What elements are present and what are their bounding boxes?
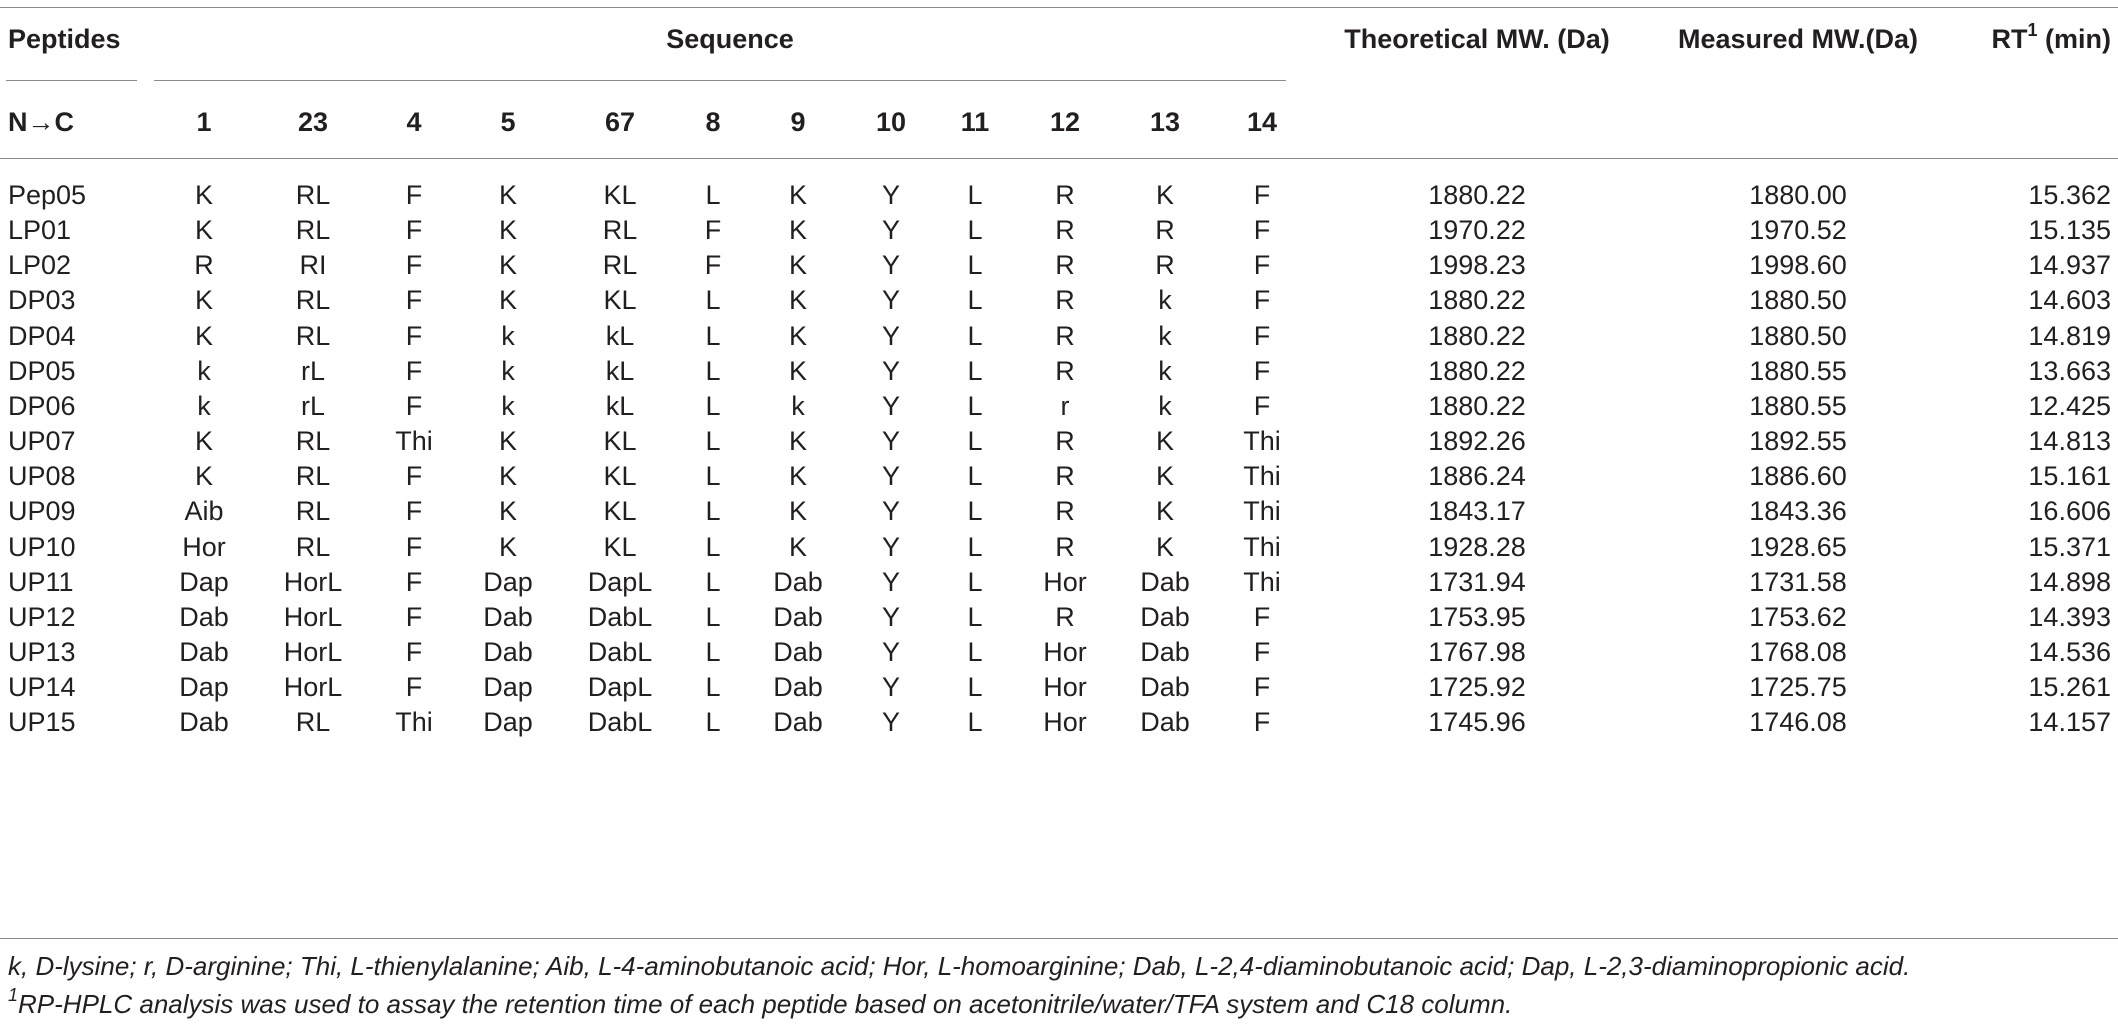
sequence-residue-cell: KL (603, 180, 637, 210)
sequence-residue-cell: F (405, 215, 423, 245)
sequence-residue-cell: RL (295, 285, 331, 315)
theoretical-mw-cell: 1767.98 (1428, 637, 1526, 667)
rt-cell: 13.663 (2028, 356, 2111, 386)
header-rt-footnote-mark: 1 (2027, 20, 2038, 40)
sequence-residue-cell: L (967, 180, 983, 210)
rt-cell: 15.135 (2028, 215, 2111, 245)
sequence-residue-cell: Dab (179, 637, 229, 667)
sequence-residue-cell: Y (881, 285, 901, 315)
theoretical-mw-cell: 1880.22 (1428, 180, 1526, 210)
sequence-residue-cell: F (704, 250, 722, 280)
peptide-name-cell: UP12 (8, 602, 76, 632)
sequence-residue-cell: RL (295, 532, 331, 562)
sequence-residue-cell: R (1055, 496, 1075, 526)
sequence-residue-cell: L (705, 637, 721, 667)
sequence-residue-cell: L (967, 321, 983, 351)
sequence-residue-cell: K (788, 356, 808, 386)
sequence-residue-cell: Thi (1243, 426, 1281, 456)
sequence-residue-cell: F (405, 180, 423, 210)
sequence-residue-cell: K (498, 532, 518, 562)
peptide-name-cell: DP03 (8, 285, 76, 315)
sequence-residue-cell: L (705, 180, 721, 210)
sequence-residue-cell: R (1055, 532, 1075, 562)
sequence-residue-cell: DabL (587, 707, 653, 737)
sequence-residue-cell: K (498, 250, 518, 280)
sequence-residue-cell: Hor (1043, 567, 1087, 597)
theoretical-mw-cell: 1880.22 (1428, 285, 1526, 315)
sequence-residue-cell: L (705, 707, 721, 737)
footnote-abbreviations: k, D-lysine; r, D-arginine; Thi, L-thienylalanine; Aib, L-4-aminobutanoic acid; Hor, L-homoarginine; Dab, L-2,4-diaminobutanoic acid; Dap, L-2,3-diaminopropionic acid. (8, 951, 1911, 981)
sequence-residue-cell: L (705, 426, 721, 456)
sequence-residue-cell: K (194, 180, 214, 210)
measured-mw-cell: 1753.62 (1749, 602, 1847, 632)
sequence-residue-cell: kL (605, 356, 635, 386)
sequence-residue-cell: Y (881, 602, 901, 632)
sequence-residue-cell: F (1253, 637, 1271, 667)
header-position: 12 (1049, 107, 1081, 137)
measured-mw-cell: 1880.00 (1749, 180, 1847, 210)
measured-mw-cell: 1880.50 (1749, 321, 1847, 351)
sequence-residue-cell: L (705, 356, 721, 386)
sequence-residue-cell: L (967, 672, 983, 702)
sequence-residue-cell: K (788, 532, 808, 562)
sequence-residue-cell: DapL (587, 567, 653, 597)
sequence-residue-cell: L (967, 532, 983, 562)
sequence-residue-cell: L (705, 321, 721, 351)
sequence-residue-cell: R (1055, 461, 1075, 491)
measured-mw-cell: 1886.60 (1749, 461, 1847, 491)
sequence-residue-cell: K (788, 215, 808, 245)
sequence-residue-cell: K (1155, 496, 1175, 526)
sequence-residue-cell: F (405, 356, 423, 386)
sequence-residue-cell: L (705, 567, 721, 597)
sequence-residue-cell: Dab (1140, 567, 1190, 597)
header-position: 11 (960, 107, 990, 137)
peptide-name-cell: DP04 (8, 321, 76, 351)
sequence-residue-cell: F (405, 532, 423, 562)
measured-mw-cell: 1843.36 (1749, 496, 1847, 526)
sequence-residue-cell: K (1155, 426, 1175, 456)
sequence-residue-cell: Y (881, 426, 901, 456)
theoretical-mw-cell: 1892.26 (1428, 426, 1526, 456)
sequence-residue-cell: Dab (773, 672, 823, 702)
sequence-residue-cell: R (1055, 426, 1075, 456)
peptide-name-cell: UP15 (8, 707, 76, 737)
sequence-residue-cell: F (405, 391, 423, 421)
sequence-residue-cell: k (501, 391, 515, 421)
peptide-name-cell: Pep05 (8, 180, 87, 210)
sequence-residue-cell: F (1253, 180, 1271, 210)
rt-cell: 15.161 (2028, 461, 2111, 491)
sequence-residue-cell: F (1253, 215, 1271, 245)
header-position: 14 (1246, 107, 1278, 137)
header-position: 5 (500, 107, 516, 137)
sequence-residue-cell: K (788, 426, 808, 456)
rt-cell: 14.157 (2028, 707, 2111, 737)
sequence-residue-cell: F (1253, 391, 1271, 421)
rt-cell: 14.898 (2028, 567, 2111, 597)
sequence-residue-cell: L (967, 356, 983, 386)
sequence-residue-cell: R (1055, 285, 1075, 315)
measured-mw-cell: 1731.58 (1749, 567, 1847, 597)
sequence-residue-cell: L (705, 391, 721, 421)
sequence-residue-cell: kL (605, 321, 635, 351)
sequence-residue-cell: L (705, 672, 721, 702)
sequence-residue-cell: R (1155, 215, 1175, 245)
sequence-residue-cell: Y (881, 567, 901, 597)
sequence-residue-cell: RL (295, 321, 331, 351)
sequence-residue-cell: F (1253, 356, 1271, 386)
sequence-residue-cell: Dap (179, 567, 229, 597)
rt-cell: 15.362 (2028, 180, 2111, 210)
header-position: 10 (875, 107, 907, 137)
sequence-residue-cell: Dap (483, 707, 533, 737)
measured-mw-cell: 1970.52 (1749, 215, 1847, 245)
header-peptides: Peptides (8, 24, 121, 54)
footnote-rt (8, 985, 1513, 1020)
sequence-residue-cell: F (405, 602, 423, 632)
sequence-residue-cell: kL (605, 391, 635, 421)
sequence-residue-cell: k (1158, 356, 1172, 386)
sequence-residue-cell: HorL (283, 602, 343, 632)
sequence-residue-cell: L (967, 496, 983, 526)
sequence-residue-cell: Y (881, 391, 901, 421)
sequence-residue-cell: k (1158, 391, 1172, 421)
peptide-name-cell: UP14 (8, 672, 76, 702)
sequence-residue-cell: K (1155, 532, 1175, 562)
sequence-residue-cell: Dab (483, 637, 533, 667)
sequence-residue-cell: F (405, 496, 423, 526)
measured-mw-cell: 1998.60 (1749, 250, 1847, 280)
sequence-residue-cell: K (788, 496, 808, 526)
sequence-residue-cell: rL (300, 391, 326, 421)
sequence-residue-cell: K (194, 215, 214, 245)
footnote-rt-mark: 1 (8, 985, 19, 1005)
sequence-residue-cell: Thi (1243, 496, 1281, 526)
sequence-residue-cell: L (967, 637, 983, 667)
theoretical-mw-cell: 1753.95 (1428, 602, 1526, 632)
theoretical-mw-cell: 1731.94 (1428, 567, 1526, 597)
header-position: 67 (604, 107, 636, 137)
sequence-residue-cell: K (498, 461, 518, 491)
header-position: 1 (196, 107, 212, 137)
sequence-residue-cell: K (788, 321, 808, 351)
sequence-residue-cell: RL (295, 215, 331, 245)
sequence-residue-cell: Dab (773, 707, 823, 737)
sequence-residue-cell: L (705, 532, 721, 562)
sequence-residue-cell: L (705, 602, 721, 632)
sequence-residue-cell: F (1253, 672, 1271, 702)
sequence-residue-cell: k (501, 356, 515, 386)
header-position: 4 (406, 107, 422, 137)
sequence-residue-cell: k (197, 391, 211, 421)
measured-mw-cell: 1746.08 (1749, 707, 1847, 737)
peptide-name-cell: DP05 (8, 356, 76, 386)
sequence-residue-cell: DabL (587, 602, 653, 632)
sequence-residue-cell: k (197, 356, 211, 386)
rt-cell: 14.937 (2028, 250, 2111, 280)
header-position: 9 (790, 107, 806, 137)
sequence-residue-cell: Y (881, 672, 901, 702)
measured-mw-cell: 1880.50 (1749, 285, 1847, 315)
header-sequence: Sequence (666, 24, 794, 54)
sequence-residue-cell: Thi (1243, 532, 1281, 562)
sequence-residue-cell: Y (881, 461, 901, 491)
sequence-residue-cell: Y (881, 180, 901, 210)
sequence-residue-cell: HorL (283, 637, 343, 667)
sequence-residue-cell: Dab (179, 707, 229, 737)
theoretical-mw-cell: 1725.92 (1428, 672, 1526, 702)
sequence-residue-cell: K (194, 321, 214, 351)
rt-cell: 12.425 (2028, 391, 2111, 421)
sequence-residue-cell: K (498, 215, 518, 245)
sequence-residue-cell: Thi (395, 426, 433, 456)
sequence-residue-cell: K (788, 180, 808, 210)
sequence-residue-cell: R (1055, 215, 1075, 245)
footnote-rt-text: RP-HPLC analysis was used to assay the retention time of each peptide based on acetonitrile/water/TFA system and C18 column. (18, 989, 1513, 1019)
theoretical-mw-cell: 1880.22 (1428, 391, 1526, 421)
sequence-residue-cell: R (1055, 180, 1075, 210)
sequence-residue-cell: Dab (773, 637, 823, 667)
peptide-name-cell: UP10 (8, 532, 76, 562)
sequence-residue-cell: K (498, 496, 518, 526)
measured-mw-cell: 1892.55 (1749, 426, 1847, 456)
header-measured-mw: Measured MW.(Da) (1677, 24, 1919, 54)
sequence-residue-cell: Hor (1043, 672, 1087, 702)
sequence-residue-cell: HorL (283, 672, 343, 702)
sequence-residue-cell: R (1055, 250, 1075, 280)
sequence-residue-cell: F (704, 215, 722, 245)
sequence-residue-cell: Y (881, 496, 901, 526)
theoretical-mw-cell: 1928.28 (1428, 532, 1526, 562)
header-position: 8 (705, 107, 721, 137)
sequence-residue-cell: DabL (587, 637, 653, 667)
sequence-residue-cell: K (194, 461, 214, 491)
peptide-name-cell: UP13 (8, 637, 76, 667)
header-rt-label: RT (1991, 24, 2028, 54)
sequence-residue-cell: KL (603, 496, 637, 526)
sequence-residue-cell: L (967, 461, 983, 491)
sequence-residue-cell: k (1158, 285, 1172, 315)
sequence-residue-cell: K (498, 180, 518, 210)
sequence-residue-cell: k (791, 391, 805, 421)
sequence-residue-cell: L (967, 707, 983, 737)
sequence-residue-cell: L (967, 426, 983, 456)
sequence-residue-cell: F (405, 285, 423, 315)
sequence-residue-cell: KL (603, 532, 637, 562)
sequence-residue-cell: Y (881, 321, 901, 351)
sequence-residue-cell: KL (603, 285, 637, 315)
theoretical-mw-cell: 1886.24 (1428, 461, 1526, 491)
sequence-residue-cell: K (498, 426, 518, 456)
sequence-residue-cell: RL (602, 250, 638, 280)
sequence-residue-cell: F (405, 672, 423, 702)
sequence-residue-cell: Thi (1243, 461, 1281, 491)
sequence-residue-cell: F (1253, 285, 1271, 315)
rt-cell: 14.393 (2028, 602, 2111, 632)
theoretical-mw-cell: 1745.96 (1428, 707, 1526, 737)
sequence-residue-cell: F (1253, 250, 1271, 280)
sequence-residue-cell: Dab (1140, 637, 1190, 667)
sequence-residue-cell: Dab (1140, 602, 1190, 632)
sequence-residue-cell: K (194, 426, 214, 456)
sequence-residue-cell: F (1253, 321, 1271, 351)
sequence-residue-cell: F (1253, 707, 1271, 737)
sequence-residue-cell: L (967, 602, 983, 632)
sequence-residue-cell: K (788, 250, 808, 280)
sequence-residue-cell: L (967, 250, 983, 280)
sequence-residue-cell: Y (881, 250, 901, 280)
sequence-residue-cell: KL (603, 426, 637, 456)
sequence-residue-cell: r (1060, 391, 1070, 421)
sequence-residue-cell: Dab (179, 602, 229, 632)
sequence-residue-cell: L (705, 285, 721, 315)
rt-cell: 14.603 (2028, 285, 2111, 315)
sequence-residue-cell: Hor (1043, 707, 1087, 737)
theoretical-mw-cell: 1970.22 (1428, 215, 1526, 245)
peptide-name-cell: UP09 (8, 496, 76, 526)
sequence-residue-cell: Dab (773, 567, 823, 597)
sequence-residue-cell: Thi (1243, 567, 1281, 597)
peptide-name-cell: DP06 (8, 391, 76, 421)
sequence-residue-cell: k (1158, 321, 1172, 351)
peptide-name-cell: UP11 (8, 567, 74, 597)
sequence-residue-cell: R (194, 250, 214, 280)
theoretical-mw-cell: 1843.17 (1428, 496, 1526, 526)
peptide-name-cell: UP08 (8, 461, 76, 491)
sequence-residue-cell: L (967, 391, 983, 421)
rt-cell: 14.813 (2028, 426, 2111, 456)
sequence-residue-cell: RL (602, 215, 638, 245)
rt-cell: 15.371 (2028, 532, 2111, 562)
sequence-residue-cell: K (1155, 461, 1175, 491)
header-position: 23 (297, 107, 329, 137)
sequence-residue-cell: L (967, 567, 983, 597)
sequence-residue-cell: Dap (179, 672, 229, 702)
sequence-residue-cell: L (705, 496, 721, 526)
rt-cell: 15.261 (2028, 672, 2111, 702)
sequence-residue-cell: Y (881, 707, 901, 737)
measured-mw-cell: 1880.55 (1749, 391, 1847, 421)
sequence-residue-cell: Y (881, 356, 901, 386)
sequence-residue-cell: K (788, 461, 808, 491)
measured-mw-cell: 1928.65 (1749, 532, 1847, 562)
rt-cell: 16.606 (2028, 496, 2111, 526)
sequence-residue-cell: R (1155, 250, 1175, 280)
sequence-residue-cell: F (405, 637, 423, 667)
peptide-name-cell: LP01 (8, 215, 72, 245)
sequence-residue-cell: RI (299, 250, 327, 280)
sequence-residue-cell: HorL (283, 567, 343, 597)
sequence-residue-cell: rL (300, 356, 326, 386)
sequence-residue-cell: R (1055, 321, 1075, 351)
sequence-residue-cell: Dap (483, 672, 533, 702)
sequence-residue-cell: RL (295, 180, 331, 210)
rt-cell: 14.536 (2028, 637, 2111, 667)
measured-mw-cell: 1725.75 (1749, 672, 1847, 702)
sequence-residue-cell: Y (881, 532, 901, 562)
sequence-residue-cell: L (705, 461, 721, 491)
sequence-residue-cell: Aib (184, 496, 224, 526)
header-theoretical-mw: Theoretical MW. (Da) (1344, 24, 1610, 54)
sequence-residue-cell: K (498, 285, 518, 315)
sequence-residue-cell: RL (295, 707, 331, 737)
sequence-residue-cell: Hor (1043, 637, 1087, 667)
sequence-residue-cell: R (1055, 602, 1075, 632)
rt-cell: 14.819 (2028, 321, 2111, 351)
sequence-residue-cell: R (1055, 356, 1075, 386)
sequence-residue-cell: Y (881, 637, 901, 667)
header-rt-unit: (min) (2037, 24, 2111, 54)
measured-mw-cell: 1768.08 (1749, 637, 1847, 667)
sequence-residue-cell: RL (295, 496, 331, 526)
measured-mw-cell: 1880.55 (1749, 356, 1847, 386)
sequence-residue-cell: F (405, 461, 423, 491)
sequence-residue-cell: F (1253, 602, 1271, 632)
sequence-residue-cell: Hor (182, 532, 226, 562)
sequence-residue-cell: RL (295, 461, 331, 491)
theoretical-mw-cell: 1880.22 (1428, 356, 1526, 386)
sequence-residue-cell: Y (881, 215, 901, 245)
sequence-residue-cell: Thi (395, 707, 433, 737)
sequence-residue-cell: K (1155, 180, 1175, 210)
theoretical-mw-cell: 1880.22 (1428, 321, 1526, 351)
sequence-residue-cell: K (788, 285, 808, 315)
sequence-residue-cell: KL (603, 461, 637, 491)
sequence-residue-cell: Dab (1140, 672, 1190, 702)
peptide-name-cell: UP07 (8, 426, 76, 456)
sequence-residue-cell: K (194, 285, 214, 315)
sequence-residue-cell: F (405, 250, 423, 280)
sequence-residue-cell: Dap (483, 567, 533, 597)
sequence-residue-cell: F (405, 321, 423, 351)
sequence-residue-cell: DapL (587, 672, 653, 702)
sequence-residue-cell: k (501, 321, 515, 351)
sequence-residue-cell: Dab (483, 602, 533, 632)
sequence-residue-cell: RL (295, 426, 331, 456)
sequence-residue-cell: Dab (1140, 707, 1190, 737)
theoretical-mw-cell: 1998.23 (1428, 250, 1526, 280)
peptide-name-cell: LP02 (8, 250, 72, 280)
header-n-to-c: N→C (8, 107, 74, 137)
sequence-residue-cell: Dab (773, 602, 823, 632)
sequence-residue-cell: F (405, 567, 423, 597)
sequence-residue-cell: L (967, 285, 983, 315)
sequence-residue-cell: L (967, 215, 983, 245)
header-position: 13 (1149, 107, 1181, 137)
